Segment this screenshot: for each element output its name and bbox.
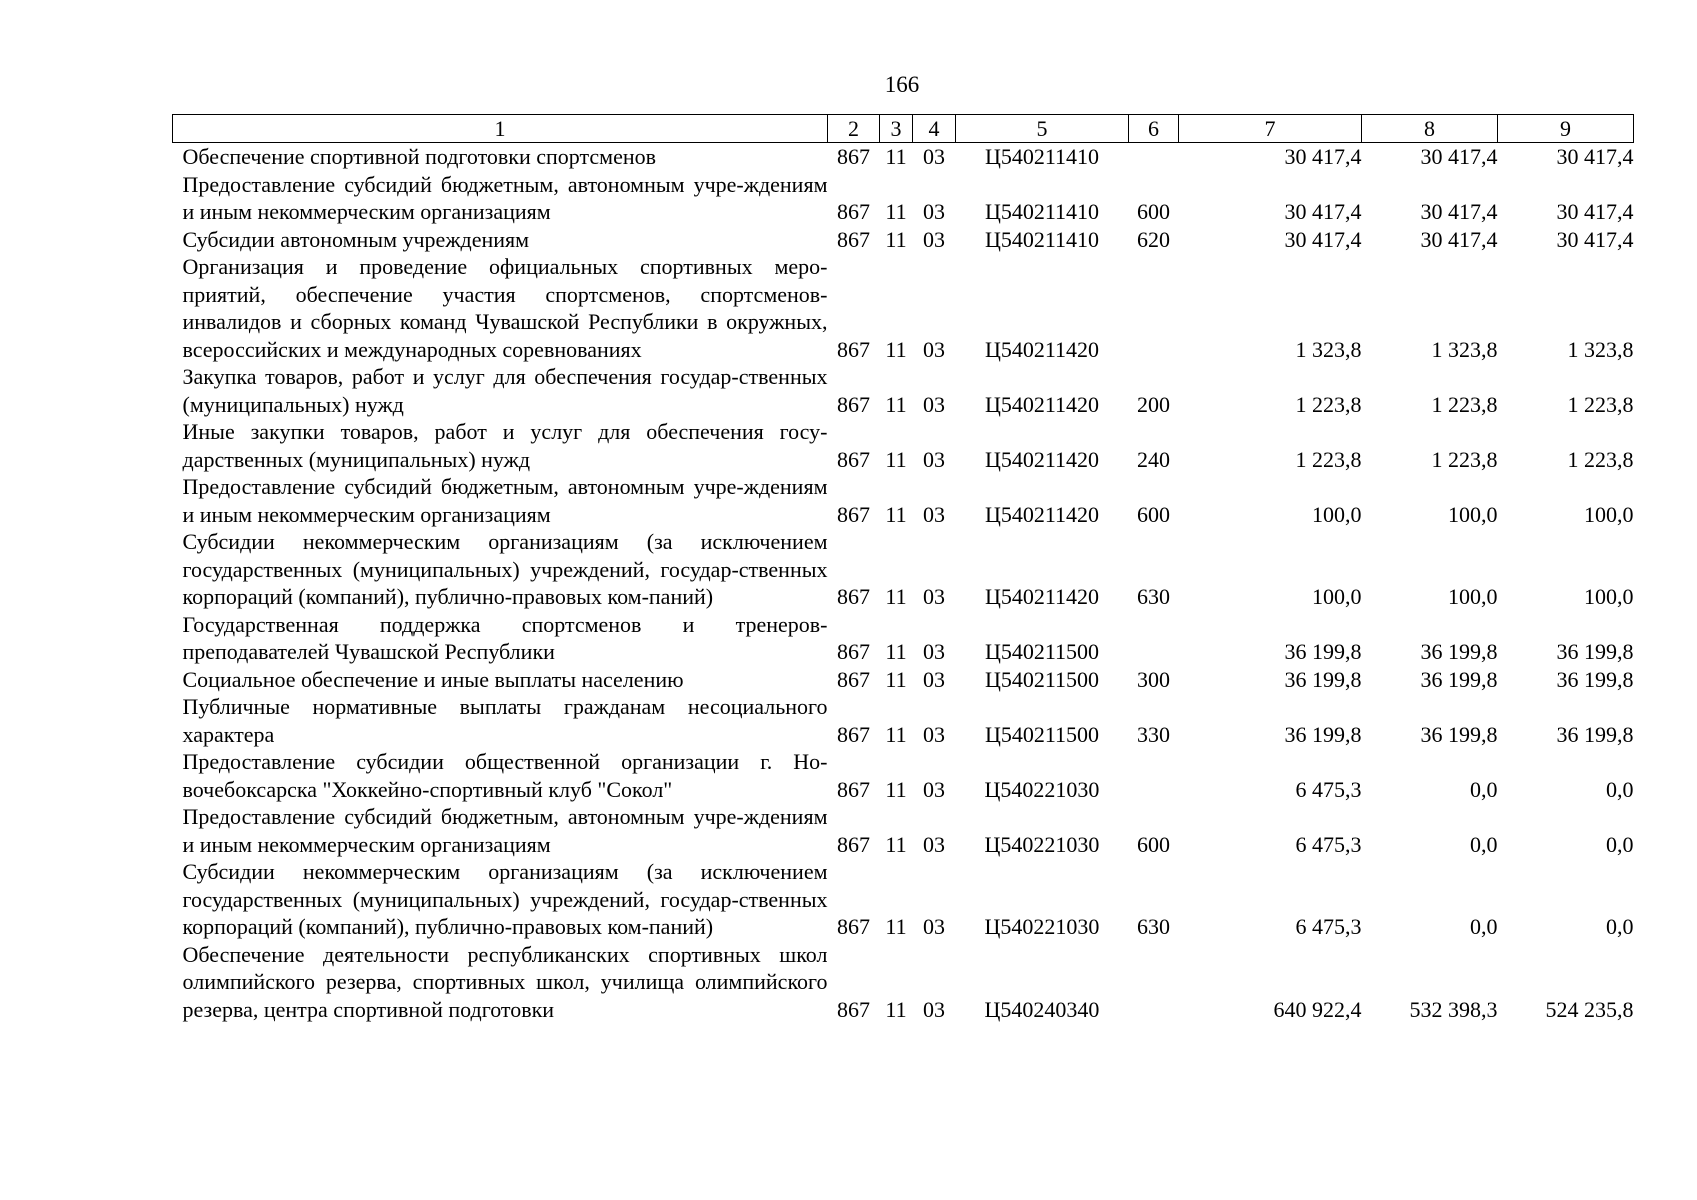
cell-rz: 11 <box>885 584 907 609</box>
cell-amount-3: 1 223,8 <box>1567 446 1634 472</box>
cell-gr: 867 <box>837 914 870 939</box>
cell-pr: 03 <box>923 199 945 224</box>
row-name: Государственная поддержка спортсменов и тренеров-преподавателей Чувашской Республики <box>182 611 828 664</box>
cell-amount-1: 30 417,4 <box>1284 199 1362 224</box>
row-name: Предоставление субсидий бюджетным, автономным учре-ждениям и иным некоммерческим организациям <box>182 804 828 857</box>
budget-table <box>172 114 1634 1023</box>
cell-amount-3: 0,0 <box>1606 831 1634 857</box>
cell-vr <box>1129 748 1179 803</box>
cell-amount-2: 30 417,4 <box>1420 144 1498 169</box>
cell-amount-3: 36 199,8 <box>1556 639 1634 664</box>
cell-amount-3: 100,0 <box>1584 584 1634 609</box>
cell-amount-3: 1 323,8 <box>1567 336 1634 362</box>
cell-amount-3: 524 235,8 <box>1545 996 1634 1022</box>
row-name: Субсидии автономным учреждениям <box>182 226 530 252</box>
cell-gr: 867 <box>837 199 870 224</box>
cell-gr: 867 <box>837 446 870 472</box>
cell-vr <box>1129 253 1179 363</box>
cell-amount-1: 30 417,4 <box>1284 226 1362 252</box>
cell-amount-3: 36 199,8 <box>1556 666 1634 692</box>
cell-amount-3: 0,0 <box>1606 776 1634 802</box>
cell-amount-2: 30 417,4 <box>1420 226 1498 252</box>
cell-gr: 867 <box>837 391 870 417</box>
cell-gr: 867 <box>837 584 870 609</box>
cell-rz: 11 <box>885 336 907 362</box>
cell-pr: 03 <box>923 666 945 692</box>
cell-pr: 03 <box>923 584 945 609</box>
row-name: Обеспечение деятельности республиканских спортивных школ олимпийского резерва, спортивных школ, училища олимпийского резерва, центра спортивной подготовки <box>182 941 828 1022</box>
cell-pr: 03 <box>923 996 945 1022</box>
cell-amount-1: 36 199,8 <box>1284 666 1362 692</box>
table-row <box>173 143 1634 171</box>
cell-amount-2: 30 417,4 <box>1420 199 1498 224</box>
cell-pr: 03 <box>923 721 945 747</box>
cell-vr: 240 <box>1137 446 1170 472</box>
cell-amount-3: 100,0 <box>1584 501 1634 527</box>
cell-csr: Ц540211500 <box>984 639 1100 664</box>
cell-rz: 11 <box>885 226 907 252</box>
table-row <box>173 748 1634 803</box>
row-name: Публичные нормативные выплаты гражданам несоциального характера <box>182 694 828 747</box>
cell-amount-2: 36 199,8 <box>1420 639 1498 664</box>
cell-rz: 11 <box>885 639 907 664</box>
cell-csr: Ц540221030 <box>984 914 1100 939</box>
cell-amount-1: 640 922,4 <box>1273 996 1362 1022</box>
cell-amount-3: 1 223,8 <box>1567 391 1634 417</box>
table-row <box>173 363 1634 418</box>
cell-csr: Ц540211420 <box>984 336 1100 362</box>
cell-gr: 867 <box>837 501 870 527</box>
row-name: Предоставление субсидий бюджетным, автономным учре-ждениям и иным некоммерческим организациям <box>182 474 828 527</box>
cell-gr: 867 <box>837 996 870 1022</box>
cell-amount-3: 30 417,4 <box>1556 199 1634 224</box>
cell-amount-2: 36 199,8 <box>1420 721 1498 747</box>
cell-amount-2: 0,0 <box>1470 914 1498 939</box>
cell-pr: 03 <box>923 144 945 169</box>
cell-pr: 03 <box>923 391 945 417</box>
table-row <box>173 611 1634 666</box>
table-row <box>173 253 1634 363</box>
cell-vr <box>1129 611 1179 666</box>
column-header: 1 <box>173 115 828 143</box>
cell-gr: 867 <box>837 776 870 802</box>
cell-rz: 11 <box>885 831 907 857</box>
cell-csr: Ц540240340 <box>984 996 1100 1022</box>
header-row <box>173 115 1634 143</box>
cell-rz: 11 <box>885 446 907 472</box>
cell-amount-3: 0,0 <box>1606 914 1634 939</box>
cell-vr: 600 <box>1137 831 1170 857</box>
cell-csr: Ц540221030 <box>984 776 1100 802</box>
row-name: Предоставление субсидий бюджетным, автономным учре-ждениям и иным некоммерческим организациям <box>182 171 828 224</box>
cell-amount-2: 1 323,8 <box>1431 336 1498 362</box>
row-name: Иные закупки товаров, работ и услуг для обеспечения госу-дарственных (муниципальных) нужд <box>182 419 828 472</box>
cell-gr: 867 <box>837 336 870 362</box>
cell-amount-1: 100,0 <box>1312 584 1362 609</box>
cell-amount-2: 532 398,3 <box>1409 996 1498 1022</box>
cell-rz: 11 <box>885 144 907 169</box>
column-header: 9 <box>1498 115 1634 143</box>
cell-rz: 11 <box>885 501 907 527</box>
cell-vr <box>1129 941 1179 1024</box>
cell-amount-2: 100,0 <box>1448 501 1498 527</box>
table-row <box>173 666 1634 694</box>
cell-amount-2: 1 223,8 <box>1431 391 1498 417</box>
table-row <box>173 473 1634 528</box>
cell-pr: 03 <box>923 831 945 857</box>
cell-amount-2: 36 199,8 <box>1420 666 1498 692</box>
cell-amount-1: 30 417,4 <box>1284 144 1362 169</box>
cell-amount-2: 100,0 <box>1448 584 1498 609</box>
cell-amount-3: 30 417,4 <box>1556 226 1634 252</box>
page-number: 166 <box>884 72 920 97</box>
cell-amount-2: 0,0 <box>1470 776 1498 802</box>
row-name: Организация и проведение официальных спортивных меро-приятий, обеспечение участия спортсменов, спортсменов-инвалидов и сборных команд Чувашской Республики в окружных, всероссийских и международных соревнованиях <box>182 254 828 362</box>
cell-gr: 867 <box>837 831 870 857</box>
table-row <box>173 858 1634 941</box>
table-row <box>173 418 1634 473</box>
cell-pr: 03 <box>923 446 945 472</box>
cell-csr: Ц540211500 <box>984 721 1100 747</box>
cell-pr: 03 <box>923 639 945 664</box>
cell-rz: 11 <box>885 914 907 939</box>
cell-pr: 03 <box>923 336 945 362</box>
cell-vr: 620 <box>1137 226 1170 252</box>
cell-gr: 867 <box>837 666 870 692</box>
row-name: Субсидии некоммерческим организациям (за исключением государственных (муниципальных) учреждений, государ-ственных корпораций (компаний), публично-правовых ком-паний) <box>182 529 828 609</box>
cell-amount-1: 1 223,8 <box>1295 391 1362 417</box>
cell-amount-1: 6 475,3 <box>1295 776 1362 802</box>
cell-rz: 11 <box>885 199 907 224</box>
cell-gr: 867 <box>837 226 870 252</box>
cell-pr: 03 <box>923 501 945 527</box>
cell-amount-3: 36 199,8 <box>1556 721 1634 747</box>
cell-vr: 600 <box>1137 199 1170 224</box>
cell-rz: 11 <box>885 721 907 747</box>
cell-vr: 630 <box>1137 584 1170 609</box>
cell-pr: 03 <box>923 776 945 802</box>
row-name: Обеспечение спортивной подготовки спортсменов <box>182 144 657 169</box>
table-row <box>173 171 1634 226</box>
cell-csr: Ц540211420 <box>984 391 1100 417</box>
cell-rz: 11 <box>885 391 907 417</box>
cell-amount-1: 36 199,8 <box>1284 639 1362 664</box>
cell-csr: Ц540211420 <box>984 446 1100 472</box>
cell-amount-1: 1 323,8 <box>1295 336 1362 362</box>
table-row <box>173 226 1634 254</box>
cell-gr: 867 <box>837 639 870 664</box>
cell-csr: Ц540211420 <box>984 501 1100 527</box>
table-row <box>173 803 1634 858</box>
table-body <box>173 143 1634 1024</box>
column-header: 5 <box>956 115 1129 143</box>
cell-csr: Ц540221030 <box>984 831 1100 857</box>
cell-rz: 11 <box>885 996 907 1022</box>
cell-rz: 11 <box>885 776 907 802</box>
cell-amount-2: 0,0 <box>1470 831 1498 857</box>
row-name: Предоставление субсидии общественной организации г. Но-вочебоксарска "Хоккейно-спортивный клуб "Сокол" <box>182 749 828 802</box>
column-header: 3 <box>880 115 913 143</box>
row-name: Закупка товаров, работ и услуг для обеспечения государ-ственных (муниципальных) нужд <box>182 364 828 417</box>
cell-vr: 300 <box>1137 666 1170 692</box>
column-header: 8 <box>1362 115 1498 143</box>
column-header: 6 <box>1129 115 1179 143</box>
cell-pr: 03 <box>923 226 945 252</box>
cell-csr: Ц540211410 <box>984 226 1100 252</box>
cell-rz: 11 <box>885 666 907 692</box>
table-row <box>173 941 1634 1024</box>
cell-amount-2: 1 223,8 <box>1431 446 1498 472</box>
cell-vr: 200 <box>1137 391 1170 417</box>
cell-vr: 630 <box>1137 914 1170 939</box>
row-name: Социальное обеспечение и иные выплаты населению <box>182 666 684 692</box>
column-header: 4 <box>913 115 956 143</box>
cell-amount-3: 30 417,4 <box>1556 144 1634 169</box>
column-header: 2 <box>828 115 880 143</box>
cell-csr: Ц540211500 <box>984 666 1100 692</box>
cell-amount-1: 6 475,3 <box>1295 831 1362 857</box>
cell-pr: 03 <box>923 914 945 939</box>
cell-csr: Ц540211410 <box>984 144 1100 169</box>
cell-amount-1: 6 475,3 <box>1295 914 1362 939</box>
cell-amount-1: 100,0 <box>1312 501 1362 527</box>
cell-amount-1: 1 223,8 <box>1295 446 1362 472</box>
table-row <box>173 693 1634 748</box>
cell-gr: 867 <box>837 144 870 169</box>
column-header: 7 <box>1179 115 1362 143</box>
cell-gr: 867 <box>837 721 870 747</box>
row-name: Субсидии некоммерческим организациям (за исключением государственных (муниципальных) учреждений, государ-ственных корпораций (компаний), публично-правовых ком-паний) <box>182 859 828 939</box>
cell-amount-1: 36 199,8 <box>1284 721 1362 747</box>
cell-vr <box>1129 143 1179 171</box>
cell-csr: Ц540211410 <box>984 199 1100 224</box>
cell-vr: 330 <box>1137 721 1170 747</box>
cell-vr: 600 <box>1137 501 1170 527</box>
cell-csr: Ц540211420 <box>984 584 1100 609</box>
table-row <box>173 528 1634 611</box>
